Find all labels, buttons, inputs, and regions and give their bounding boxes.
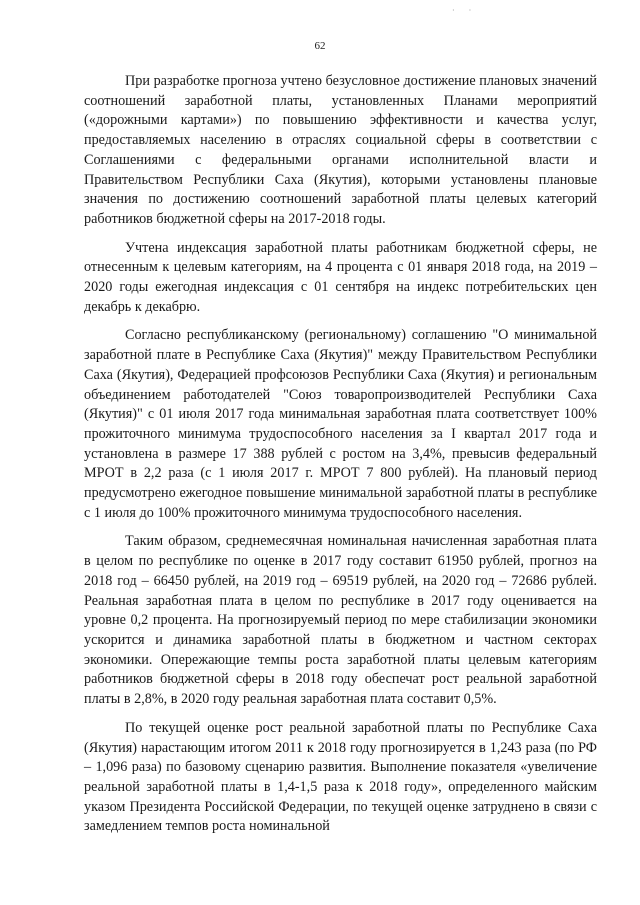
paragraph-wage-indexation: Учтена индексация заработной платы работникам бюджетной сферы, не отнесенным к целевым категориям, на 4 процента с 01 января 2018 года, на 2019 – 2020 годы ежегодная индексация с 01 сентября на индекс потребительских цен декабрь к декабрю. bbox=[84, 239, 597, 315]
paragraph-average-wage: Таким образом, среднемесячная номинальная начисленная заработная плата в целом по республике по оценке в 2017 году составит 61950 рублей, прогноз на 2018 год – 66450 рублей, на 2019 год – 69519 рублей, на 2020 год – 72686 рублей. Реальная заработная плата в целом по республике в 2017 году оценивается на уровне 0,2 процента. На прогнозируемый период по мере стабилизации экономики ускорится и динамика заработной платы в бюджетном и частном секторах экономики. Опережающие темпы роста заработной платы целевым категориям работников бюджетной сферы в 2018 году обеспечат рост реальной заработной платы в 2,8%, в 2020 году реальная заработная плата составит 0,5%. bbox=[84, 533, 597, 708]
document-body bbox=[84, 72, 597, 846]
scan-artifact-dots: · · bbox=[452, 6, 478, 15]
paragraph-forecast-basis: При разработке прогноза учтено безусловное достижение плановых значений соотношений заработной платы, установленных Планами мероприятий («дорожными картами») по повышению эффективности и качества услуг, предоставляемых населению в отраслях социальной сферы в соответствии с Соглашениями с федеральными органами исполнительной власти и Правительством Республики Саха (Якутия), которыми установлены плановые значения по достижению соотношений заработной платы целевых категорий работников бюджетной сферы на 2017-2018 годы. bbox=[84, 73, 597, 227]
page-number: 62 bbox=[314, 40, 326, 52]
paragraph-minimum-wage: Согласно республиканскому (региональному) соглашению "О минимальной заработной плате в Республике Саха (Якутия)" между Правительством Республики Саха (Якутия), Федерацией профсоюзов Республики Саха (Якутия) и региональным объединением работодателей "Союз товаропроизводителей Республики Саха (Якутия)" с 01 июля 2017 года минимальная заработная плата соответствует 100% прожиточного минимума трудоспособного населения за I квартал 2017 года и установлена в размере 17 388 рублей с ростом на 3,4%, превысив федеральный МРОТ в 2,2 раза (с 1 июля 2017 г. МРОТ 7 800 рублей). На плановый период предусмотрено ежегодное повышение минимальной заработной платы в республике с 1 июля до 100% прожиточного минимума трудоспособного населения. bbox=[84, 327, 597, 521]
paragraph-real-wage-growth: По текущей оценке рост реальной заработной платы по Республике Саха (Якутия) нарастающим итогом 2011 к 2018 году прогнозируется в 1,243 раза (по РФ – 1,096 раза) по базовому сценарию развития. Выполнение показателя «увеличение реальной заработной платы в 1,4-1,5 раза к 2018 году», определенного майским указом Президента Российской Федерации, по текущей оценке затруднено в связи с замедлением темпов роста номинальной bbox=[84, 719, 597, 835]
